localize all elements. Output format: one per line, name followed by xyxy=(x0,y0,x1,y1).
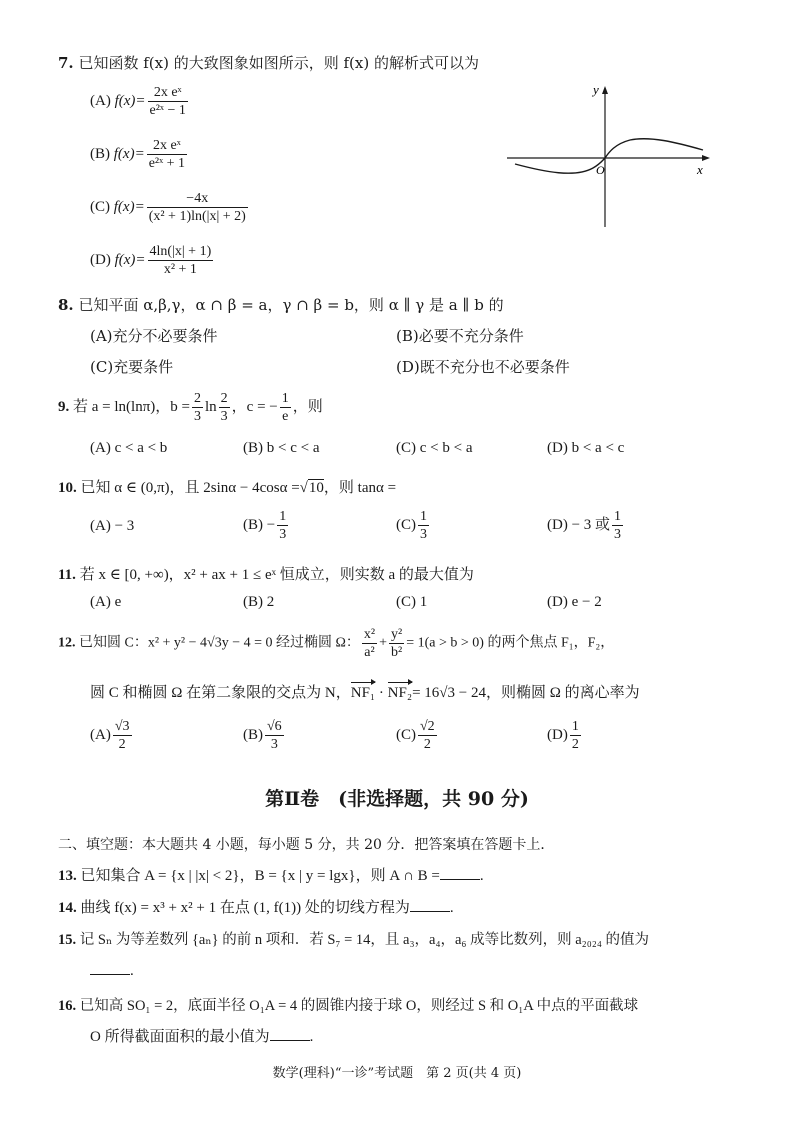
denominator: 2 xyxy=(571,737,579,752)
y-axis-label: y xyxy=(593,82,599,97)
option-label: (A) xyxy=(90,726,111,743)
numerator: √2 xyxy=(420,719,435,734)
fraction xyxy=(147,190,248,225)
denominator: b² xyxy=(391,645,403,660)
numerator: 2x eˣ xyxy=(147,137,187,155)
q7-option-b xyxy=(90,137,189,172)
numerator: 2 xyxy=(193,391,201,406)
q7-option-a xyxy=(90,84,190,119)
x-axis-label: x xyxy=(697,162,703,177)
q9-option-c: (C) c < b < a xyxy=(396,440,473,456)
question-number: 9. xyxy=(58,398,70,415)
denominator: 3 xyxy=(193,409,201,424)
q10-option-d xyxy=(547,508,625,543)
answer-blank xyxy=(90,962,130,975)
q8-stem-line xyxy=(58,294,504,315)
question-stem: 已知高 SO₁ = 2，底面半径 O₁A = 4 的圆锥内接于球 O，则经过 S 和 O₁A 中点的平面截球 xyxy=(79,998,639,1014)
stem-part: + xyxy=(379,635,388,651)
q11-stem-line xyxy=(58,563,474,584)
option-label: (D) xyxy=(547,726,568,743)
fraction xyxy=(418,508,429,543)
numerator: √3 xyxy=(114,719,130,734)
q12-stem-line-2 xyxy=(90,681,640,702)
question-stem: O 所得截面面积的最小值为 xyxy=(90,1029,270,1045)
q16-line-2 xyxy=(90,1025,313,1046)
fraction xyxy=(113,718,132,753)
stem-part: 已知圆 C：x² + y² − 4√3y − 4 = 0 经过椭圆 Ω： xyxy=(79,635,360,651)
q12-option-b xyxy=(243,718,286,753)
denominator: e xyxy=(282,409,289,424)
q14-line xyxy=(58,896,454,917)
q11-option-b: (B) 2 xyxy=(243,594,275,610)
option-label: (D) xyxy=(90,251,111,268)
option-label: (A) xyxy=(90,92,111,109)
question-number: 16. xyxy=(58,998,77,1014)
numerator: x² xyxy=(363,627,376,642)
numerator: 1 xyxy=(420,509,427,524)
numerator: 1 xyxy=(279,509,287,524)
vector-nf2: NF₂ xyxy=(387,685,413,701)
q16-line xyxy=(58,994,638,1015)
fraction xyxy=(277,508,288,543)
option-label: (B) xyxy=(243,726,263,743)
stem-part: 已知 α ∈ (0,π)，且 2sinα − 4cosα = xyxy=(80,480,300,496)
sqrt-radicand: 10 xyxy=(308,480,324,496)
q8-option-b: (B)必要不充分条件 xyxy=(396,327,524,345)
q11-option-a: (A) e xyxy=(90,594,122,610)
q10-option-a: (A) − 3 xyxy=(90,518,135,534)
numerator: √6 xyxy=(267,719,282,734)
denominator: 3 xyxy=(279,527,287,542)
option-label: (C) xyxy=(396,726,416,743)
q8-option-d: (D)既不充分也不必要条件 xyxy=(396,358,570,376)
question-number: 12. xyxy=(58,635,76,651)
numerator: y² xyxy=(391,627,403,642)
function-curve xyxy=(515,139,703,174)
option-lhs: f(x)= xyxy=(114,251,146,268)
numerator: −4x xyxy=(147,190,248,208)
origin-label: O xyxy=(596,163,605,177)
dot-operator: · xyxy=(378,685,384,701)
fraction xyxy=(280,390,291,425)
vector-nf1: NF₁ xyxy=(350,685,376,701)
q7-option-d xyxy=(90,243,215,278)
fraction xyxy=(192,390,203,425)
fraction xyxy=(570,718,581,753)
question-number: 8. xyxy=(58,296,74,314)
page-footer: 数学(理科)“一诊”考试题 第 2 页(共 4 页) xyxy=(272,1066,522,1081)
q7-stem-line xyxy=(58,52,479,73)
numerator: 4ln(|x| + 1) xyxy=(149,244,212,259)
option-label: (C) xyxy=(396,516,416,533)
denominator: x² + 1 xyxy=(163,262,197,277)
q10-stem-line xyxy=(58,476,396,497)
denominator: 3 xyxy=(614,527,622,542)
denominator: 3 xyxy=(220,409,228,424)
question-number: 14. xyxy=(58,900,77,916)
section-heading: 二、填空题：本大题共 4 小题，每小题 5 分，共 20 分．把答案填在答题卡上． xyxy=(58,837,555,853)
q15-line xyxy=(58,928,649,949)
question-stem: 已知集合 A = {x | |x| < 2}，B = {x | y = lgx}，则 A ∩ B = xyxy=(80,868,440,884)
denominator: a² xyxy=(364,645,375,660)
fraction xyxy=(418,718,437,753)
stem-part: 若 a = ln(lnπ)，b = xyxy=(73,398,190,415)
option-lhs: f(x)= xyxy=(113,145,145,162)
numerator: 1 xyxy=(281,391,289,406)
question-stem: 若 x ∈ [0, +∞)，x² + ax + 1 ≤ eˣ 恒成立，则实数 a 的最大值为 xyxy=(79,567,474,583)
denominator: e²ˣ − 1 xyxy=(149,103,186,118)
fraction xyxy=(265,718,284,753)
fraction xyxy=(362,626,377,661)
question-number: 10. xyxy=(58,480,77,496)
stem-part: ，则 xyxy=(292,398,323,415)
denominator: 2 xyxy=(118,737,126,752)
stem-part: ，则 tanα = xyxy=(323,480,397,496)
numerator: 1 xyxy=(614,509,622,524)
fraction xyxy=(147,137,187,172)
stem-part: 圆 C 和椭圆 Ω 在第二象限的交点为 N， xyxy=(90,685,351,701)
x-axis-arrow xyxy=(702,155,710,161)
stem-part: ln xyxy=(204,398,217,415)
q12-option-a xyxy=(90,718,134,753)
question-stem: 曲线 f(x) = x³ + x² + 1 在点 (1, f(1)) 处的切线方程为 xyxy=(80,900,410,916)
q9-stem-line xyxy=(58,390,323,425)
denominator: e²ˣ + 1 xyxy=(148,156,186,171)
stem-part: = 1(a > b > 0) 的两个焦点 F₁，F₂， xyxy=(406,635,615,651)
numerator: 1 xyxy=(571,719,579,734)
denominator: 3 xyxy=(420,527,427,542)
answer-blank xyxy=(440,867,480,880)
q13-line xyxy=(58,864,484,885)
period: . xyxy=(130,963,134,979)
period: . xyxy=(449,900,454,916)
numerator: 2 xyxy=(220,391,228,406)
option-label: (B) xyxy=(90,145,110,162)
question-number: 11. xyxy=(58,567,76,583)
q15-answer-line xyxy=(90,962,134,980)
answer-blank xyxy=(270,1028,310,1041)
option-label: (C) xyxy=(90,198,110,215)
question-number: 15. xyxy=(58,932,77,948)
numerator: 2x eˣ xyxy=(148,84,188,102)
denominator: 2 xyxy=(423,737,431,752)
fraction xyxy=(612,508,623,543)
q7-function-graph xyxy=(505,80,715,230)
denominator: 3 xyxy=(270,737,278,752)
q9-option-a: (A) c < a < b xyxy=(90,440,168,456)
q8-option-a: (A)充分不必要条件 xyxy=(90,327,218,345)
q12-option-d xyxy=(547,718,583,753)
question-number: 13. xyxy=(58,868,77,884)
answer-blank xyxy=(410,899,450,912)
period: . xyxy=(309,1029,314,1045)
sqrt-sign: √ xyxy=(299,480,308,496)
q7-option-c xyxy=(90,190,250,225)
q10-option-b xyxy=(243,508,290,543)
q10-option-c xyxy=(396,508,431,543)
fraction xyxy=(148,84,188,119)
q12-option-c xyxy=(396,718,439,753)
question-stem: 记 Sₙ 为等差数列 {aₙ} 的前 n 项和．若 S₇ = 14，且 a₃，a₄，a₆ 成等比数列，则 a₂₀₂₄ 的值为 xyxy=(79,932,650,948)
stem-part: = 16√3 − 24，则椭圆 Ω 的离心率为 xyxy=(412,685,640,701)
period: . xyxy=(479,868,484,884)
q9-option-b: (B) b < c < a xyxy=(243,440,320,456)
fraction xyxy=(219,390,230,425)
option-label: (B) − xyxy=(243,516,276,533)
question-stem: 已知平面 α,β,γ，α ∩ β = a，γ ∩ β = b，则 α ∥ γ 是 a ∥ b 的 xyxy=(78,296,504,314)
stem-part: ，c = − xyxy=(231,398,278,415)
option-lhs: f(x)= xyxy=(114,92,146,109)
option-label: (D) − 3 或 xyxy=(547,516,611,533)
section-title: 第Ⅱ卷 (非选择题，共 90 分) xyxy=(265,788,529,810)
y-axis-arrow xyxy=(602,86,608,94)
option-lhs: f(x)= xyxy=(113,198,145,215)
fraction xyxy=(389,626,404,661)
q9-option-d: (D) b < a < c xyxy=(547,440,625,456)
question-number: 7. xyxy=(58,54,74,72)
fraction xyxy=(148,243,214,278)
q11-option-d: (D) e − 2 xyxy=(547,594,602,610)
denominator: (x² + 1)ln(|x| + 2) xyxy=(148,209,246,224)
q12-stem-line xyxy=(58,626,614,661)
q11-option-c: (C) 1 xyxy=(396,594,428,610)
question-stem: 已知函数 f(x) 的大致图象如图所示，则 f(x) 的解析式可以为 xyxy=(78,54,479,72)
q8-option-c: (C)充要条件 xyxy=(90,358,174,376)
